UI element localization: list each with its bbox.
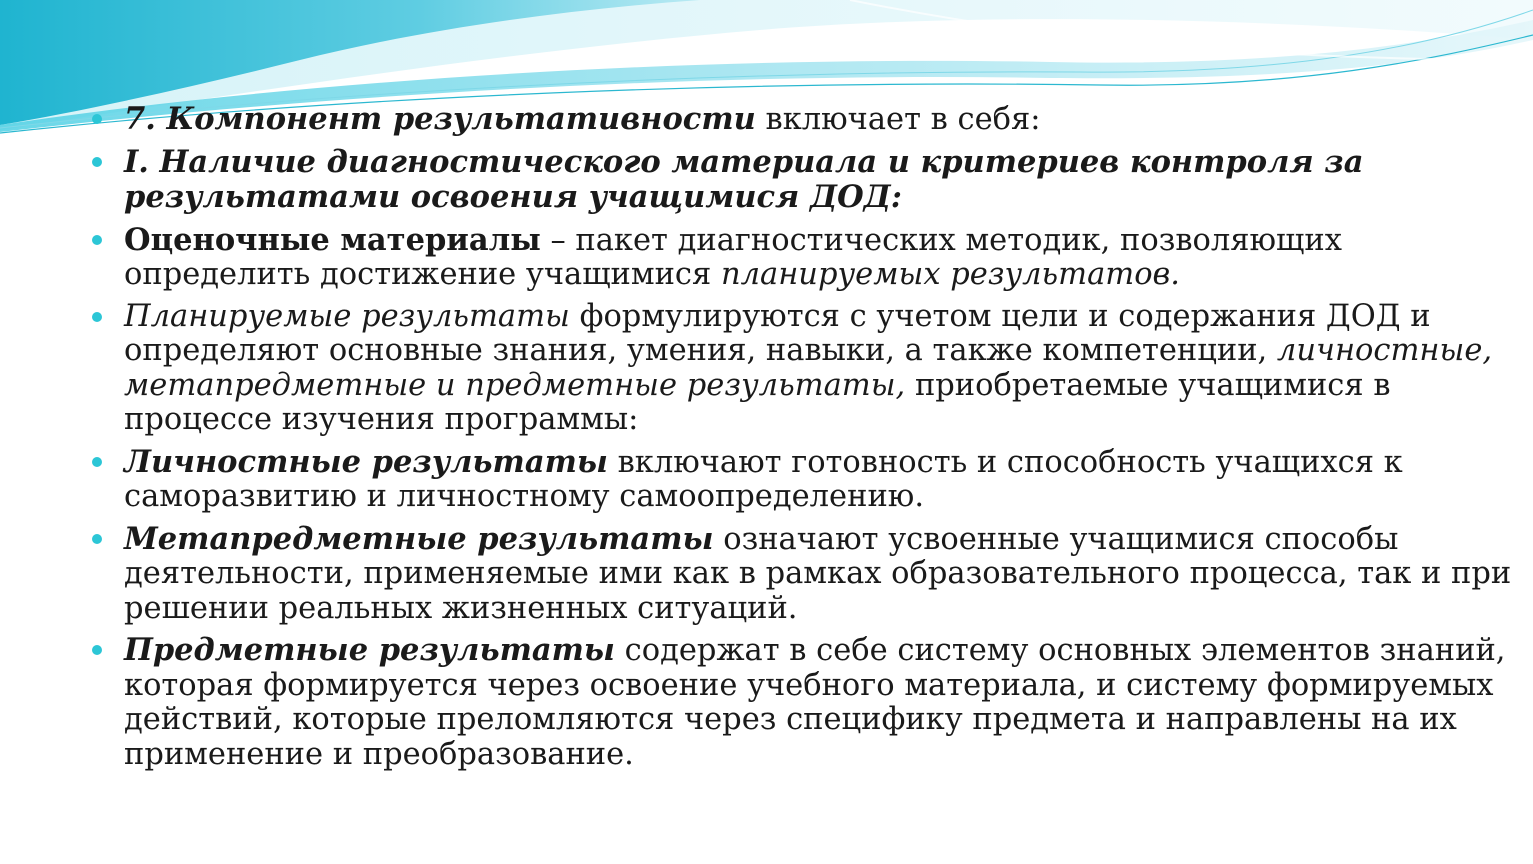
list-item-text: включает в себя: (755, 102, 1041, 137)
list-item-text: Предметные результаты (124, 632, 615, 668)
bullet-dot-icon (92, 235, 102, 245)
list-item-text: означают усвоенные учащимися способы деятельности, применяемые ими как в рамках образовательного процесса, так и при решении реальных жизненных ситуаций. (124, 521, 1512, 626)
list-item-text: Личностные результаты (124, 443, 608, 480)
list-item (92, 522, 1512, 627)
list-item-text: включают готовность и способность учащихся к саморазвитию и личностному самоопределению. (124, 444, 1403, 514)
list-item-text: приобретаемые учащимися в процессе изучения программы: (124, 367, 1391, 437)
list-item-text: личностные, метапредметные и предметные результаты, (124, 333, 1493, 403)
list-item-text: – пакет диагностических методик, позволяющих определить достижение учащимися (124, 222, 1342, 292)
bullet-dot-icon (92, 645, 102, 655)
bullet-dot-icon (92, 312, 102, 322)
list-item (92, 145, 1512, 216)
list-item-text: содержат в себе систему основных элементов знаний, которая формируется через освоение учебного материала, и систему формируемых действий, которые преломляются через специфику предмета и направлены на их применение и преобразование. (124, 633, 1506, 772)
list-item-text: I. Наличие диагностического материала и критериев контроля за результатами освоения учащимися ДОД: (124, 143, 1364, 215)
bullet-dot-icon (92, 157, 102, 167)
list-item-text: Планируемые результаты (124, 298, 570, 334)
list-item-text: 7. Компонент результативности (124, 101, 756, 137)
list-item (92, 300, 1512, 438)
list-item (92, 102, 1512, 138)
list-item (92, 445, 1512, 515)
list-item-text: формулируются с учетом цели и содержания ДОД и определяют основные знания, умения, навыки, а также компетенции, (124, 298, 1431, 368)
bullet-dot-icon (92, 534, 102, 544)
list-item (92, 223, 1512, 293)
list-item (92, 633, 1512, 772)
list-item-text: Оценочные материалы (124, 221, 541, 258)
bullet-list (92, 102, 1512, 779)
bullet-dot-icon (92, 114, 102, 124)
bullet-dot-icon (92, 457, 102, 467)
list-item-text: Метапредметные результаты (124, 520, 714, 557)
list-item-text: планируемых результатов. (720, 257, 1181, 292)
